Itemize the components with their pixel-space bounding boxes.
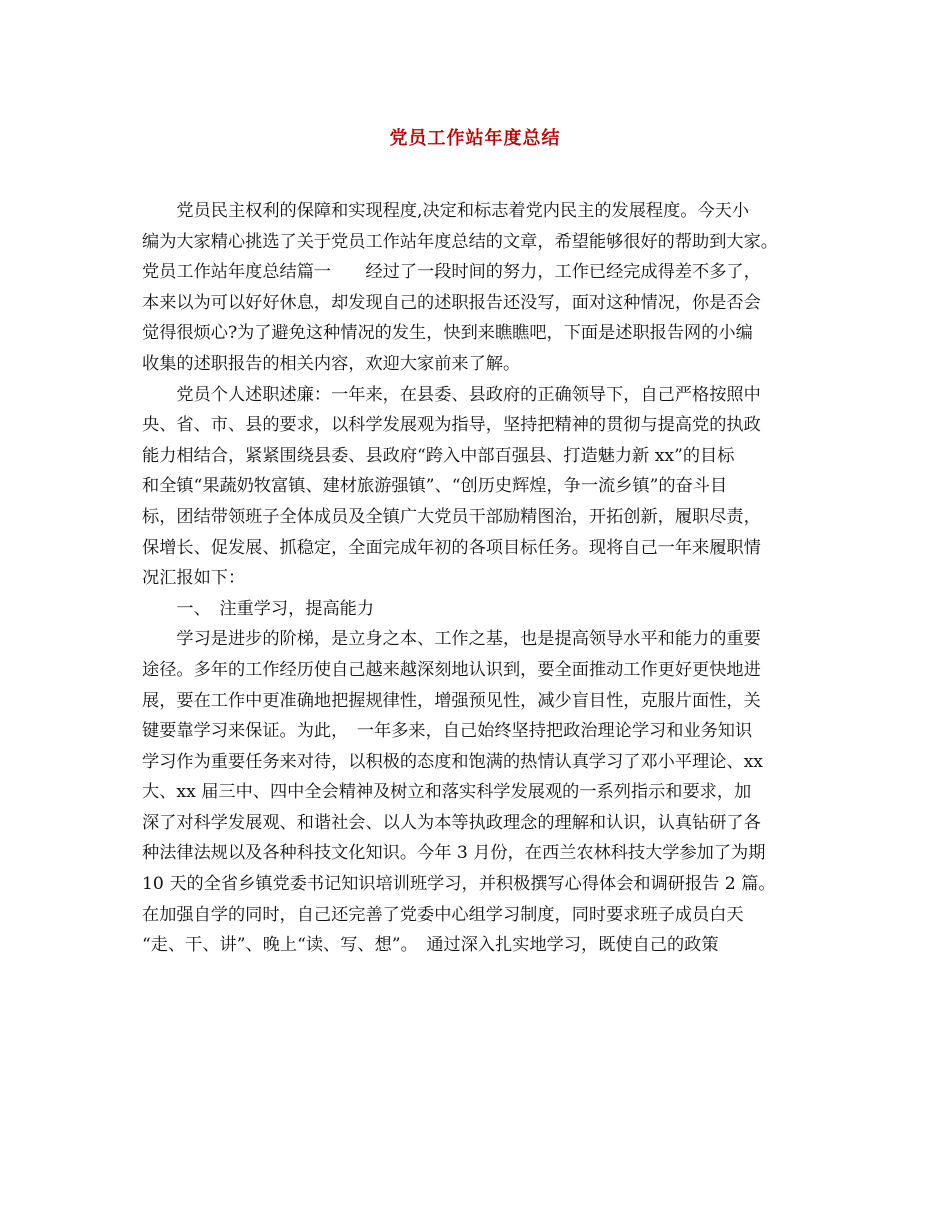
text-line: 学习作为重要任务来对待，以积极的态度和饱满的热情认真学习了邓小平理论、xx (142, 751, 763, 772)
text-line: 在加强自学的同时，自己还完善了党委中心组学习制度，同时要求班子成员白天 (142, 904, 744, 925)
document-title: 党员工作站年度总结 (389, 128, 561, 149)
text-line: 况汇报如下： (142, 568, 246, 589)
text-line: 党员民主权利的保障和实现程度,决定和标志着党内民主的发展程度。今天小 (142, 201, 750, 221)
text-line: 展，要在工作中更准确地把握规律性，增强预见性，减少盲目性，克服片面性，关 (142, 690, 761, 711)
text-line: 大、xx 届三中、四中全会精神及树立和落实科学发展观的一系列指示和要求，加 (142, 782, 752, 803)
text-line: 学习是进步的阶梯，是立身之本、工作之基，也是提高领导水平和能力的重要 (142, 629, 761, 650)
text-line: 途径。多年的工作经历使自己越来越深刻地认识到，要全面推动工作更好更快地进 (142, 659, 761, 680)
text-line: 深了对科学发展观、和谐社会、以人为本等执政理念的理解和认识，认真钻研了各 (142, 812, 761, 833)
text-line: 和全镇“果蔬奶牧富镇、建材旅游强镇”、“创历史辉煌，争一流乡镇”的奋斗目 (142, 476, 728, 497)
text-line: 党员个人述职述廉：一年来，在县委、县政府的正确领导下，自己严格按照中 (142, 384, 761, 405)
text-line: 保增长、促发展、抓稳定，全面完成年初的各项目标任务。现将自己一年来履职情 (142, 537, 761, 558)
text-line: 10 天的全省乡镇党委书记知识培训班学习，并积极撰写心得体会和调研报告 2 篇。 (142, 874, 776, 895)
text-line: “走、干、讲”、晚上“读、写、想”。 通过深入扎实地学习，既使自己的政策 (142, 935, 719, 956)
text-line: 标，团结带领班子全体成员及全镇广大党员干部励精图治，开拓创新，履职尽责， (142, 506, 761, 527)
text-line: 能力相结合，紧紧围绕县委、县政府“跨入中部百强县、打造魅力新 xx”的目标 (142, 445, 735, 466)
text-line: 觉得很烦心?为了避免这种情况的发生，快到来瞧瞧吧，下面是述职报告网的小编 (142, 323, 753, 344)
text-line: 收集的述职报告的相关内容，欢迎大家前来了解。 (142, 353, 521, 374)
text-line: 本来以为可以好好休息，却发现自己的述职报告还没写，面对这种情况，你是否会 (142, 292, 761, 313)
text-line: 编为大家精心挑选了关于党员工作站年度总结的文章，希望能够很好的帮助到大家。 (142, 231, 778, 252)
text-line: 央、省、市、县的要求，以科学发展观为指导，坚持把精神的贯彻与提高党的执政 (142, 415, 761, 436)
section-heading: 一、 注重学习，提高能力 (142, 598, 375, 619)
document-body (142, 196, 814, 961)
text-line: 党员工作站年度总结篇一 经过了一段时间的努力，工作已经完成得差不多了， (142, 262, 761, 283)
text-line: 种法律法规以及各种科技文化知识。今年 3 月份，在西兰农林科技大学参加了为期 (142, 843, 766, 864)
text-line: 键要靠学习来保证。为此， 一年多来，自己始终坚持把政治理论学习和业务知识 (142, 721, 753, 742)
